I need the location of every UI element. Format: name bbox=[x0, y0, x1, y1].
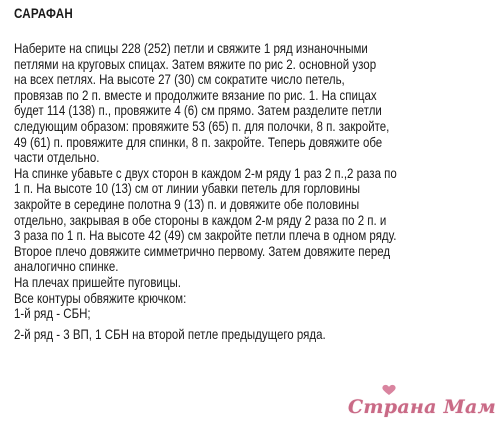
text-line-15: аналогично спинке. bbox=[14, 259, 119, 275]
text-line-8: части отдельно. bbox=[14, 150, 100, 166]
text-line-12: отдельно, закрывая в обе стороны в каждом 2-м ряду 2 раза по 2 п. и bbox=[14, 212, 387, 228]
text-line-13: 3 раза по 1 п. На высоте 42 (49) см закройте петли плеча в одном ряду. bbox=[14, 228, 397, 244]
heart-icon bbox=[381, 384, 397, 396]
text-line-16: На плечах пришейте пуговицы. bbox=[14, 274, 181, 290]
text-line-3: на всех петлях. На высоте 27 (30) см сократите число петель, bbox=[14, 72, 345, 88]
site-watermark: Страна Мам bbox=[347, 396, 496, 418]
text-line-2: петлями на круговых спицах. Затем вяжите по рис 2. основной узор bbox=[14, 56, 377, 72]
text-line-1: Наберите на спицы 228 (252) петли и свяжите 1 ряд изнаночными bbox=[14, 41, 368, 56]
text-line-10: 1 п. На высоте 10 (13) см от линии убавки петель для горловины bbox=[14, 181, 361, 197]
text-line-5: будет 114 (138) п., провяжите 4 (6) см прямо. Затем разделите петли bbox=[14, 103, 382, 119]
text-line-4: провязав по 2 п. вместе и продолжите вязание по рис. 1. На спицах bbox=[14, 87, 377, 103]
instructions-text bbox=[14, 41, 488, 342]
text-line-7: 49 (61) п. провяжите для спинки, 8 п. закройте. Теперь довяжите обе bbox=[14, 134, 383, 150]
text-line-6: следующим образом: провяжите 53 (65) п. для полочки, 8 п. закройте, bbox=[14, 118, 390, 134]
text-line-9: На спинке убавьте с двух сторон в каждом 2-м ряду 1 раз 2 п.,2 раза по bbox=[14, 165, 397, 181]
text-line-14: Второе плечо довяжите симметрично первому. Затем довяжите перед bbox=[14, 243, 391, 259]
text-line-19: 2-й ряд - 3 ВП, 1 СБН на второй петле предыдущего ряда. bbox=[14, 326, 326, 342]
text-line-17: Все контуры обвяжите крючком: bbox=[14, 290, 187, 306]
text-line-11: закройте в середине полотна 9 (13) п. и довяжите обе половины bbox=[14, 196, 360, 212]
text-line-18: 1-й ряд - СБН; bbox=[14, 306, 91, 322]
document-title: САРАФАН bbox=[14, 6, 73, 21]
